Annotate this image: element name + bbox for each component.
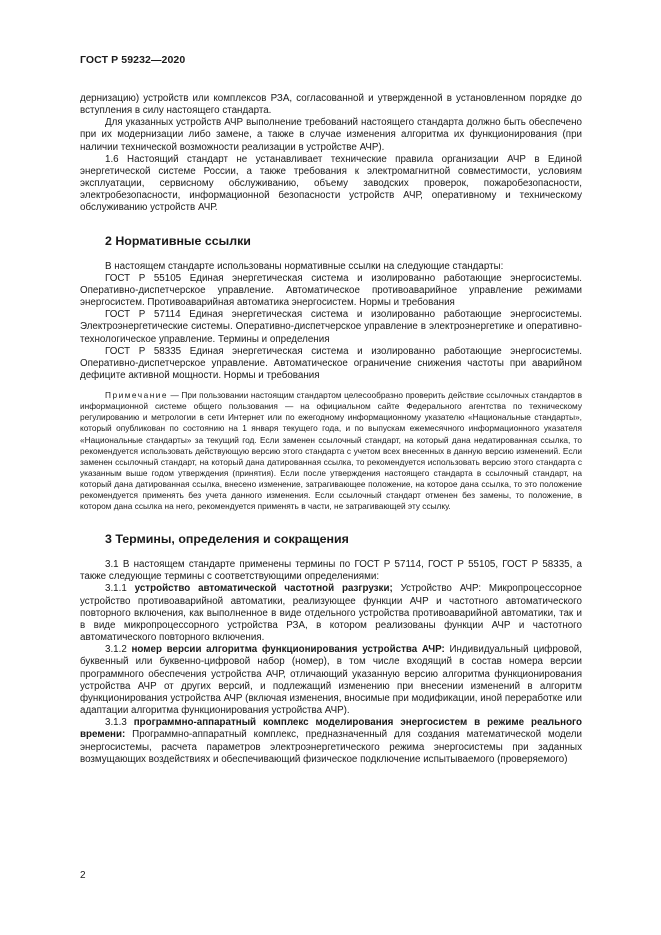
reference-gost-58335: ГОСТ Р 58335 Единая энергетическая система и изолированно работающие энергосистемы. Оперативно-диспетчерское управление. Автоматическое ограничение снижения частоты при аварийном дефиците активной мощности. Нормы и требования xyxy=(80,345,582,381)
page-number: 2 xyxy=(80,870,86,881)
note-label: Примечание xyxy=(105,390,169,401)
reference-gost-55105: ГОСТ Р 55105 Единая энергетическая система и изолированно работающие энергосистемы. Оперативно-диспетчерское управление. Автоматическое противоаварийное управление режимами энергосистем. Противоаварийная автоматика энергосистем. Нормы и требования xyxy=(80,272,582,309)
term-definition: Индивидуальный цифровой, буквенный или буквенно-цифровой набор (номер), в том числе входящий в состав номера версии программного обеспечения устройства АЧР, отличающий указанную версию алгоритма функционирования устройства АЧР от других версий, и подлежащий изменению при внесении изменений в алгоритм функционирования устройства АЧР (включая изменения, вносимые при модификации, иной переработке или адаптации алгоритма функционирования устройства АЧР). xyxy=(80,644,583,717)
paragraph-continuation: дернизацию) устройств или комплексов РЗА, согласованной и утвержденной в установленном порядке до вступления в силу настоящего стандарта. xyxy=(80,93,582,117)
term-definition: Программно-аппаратный комплекс, предназначенный для создания математической модели энергосистемы, расчета параметров электроэнергетического режима энергосистемы при заданных возмущающих воздействиях и обеспечивающий физическое подключение испытываемого (проверяемого) xyxy=(80,729,582,765)
term-number: 3.1.1 xyxy=(105,583,135,595)
reference-gost-57114: ГОСТ Р 57114 Единая энергетическая система и изолированно работающие энергосистемы. Электроэнергетические системы. Оперативно-диспетчерское управление в электроэнергетике и оперативно-технологическое управление. Термины и определения xyxy=(80,309,582,345)
note-block xyxy=(80,390,582,512)
term-name: номер версии алгоритма функционирования устройства АЧР: xyxy=(131,644,445,656)
section-2-intro: В настоящем стандарте использованы нормативные ссылки на следующие стандарты: xyxy=(105,260,504,272)
term-number: 3.1.3 xyxy=(105,717,134,729)
paragraph-1-6: 1.6 Настоящий стандарт не устанавливает технические правила организации АЧР в Единой энергетической системе России, а также требования к электромагнитной совместимости, условиям эксплуатации, сервисному обслуживанию, объему заводских проверок, пожаробезопасности, электробезопасности, информационной безопасности устройств АЧР, оперативному и техническому обслуживанию устройств АЧР. xyxy=(80,153,582,214)
paragraph-devices: Для указанных устройств АЧР выполнение требований настоящего стандарта должно быть обеспечено при их модернизации либо замене, а также в случае изменения алгоритма их функционирования (при наличии технической возможности реализации в устройстве АЧР). xyxy=(80,117,582,153)
term-name: устройство автоматической частотной разгрузки; xyxy=(134,583,393,595)
term-3-1-1 xyxy=(80,583,582,644)
term-name: программно-аппаратный комплекс моделирования энергосистем в режиме реального времени: xyxy=(80,717,582,741)
section-3-heading: 3 Термины, определения и сокращения xyxy=(105,532,349,547)
term-definition: Устройство АЧР: Микропроцессорное устройство противоаварийной автоматики, реализующее функции АЧР и частотного автоматического повторного включения, как выполненное в виде отдельного устройства противоаварийной автоматики, так и в виде микропроцессорного устройства РЗА, в котором реализованы функции АЧР и частотного автоматического повторного включения. xyxy=(80,583,582,644)
section-2-heading: 2 Нормативные ссылки xyxy=(105,233,251,248)
term-3-1-3 xyxy=(80,717,582,766)
note-text: — При пользовании настоящим стандартом целесообразно проверить действие ссылочных стандартов в информационной системе общего пользования — на официальном сайте Федерального агентства по техническому регулированию и метрологии в сети Интернет или по ежегодному информационному указателю «Национальные стандарты», который опубликован по состоянию на 1 января текущего года, и по выпускам ежемесячного информационного указателя «Национальные стандарты» за текущий год. Если заменен ссылочный стандарт, на который дана недатированная ссылка, то рекомендуется использовать действующую версию этого стандарта с учетом всех внесенных в данную версию изменений. Если заменен ссылочный стандарт, на который дана датированная ссылка, то рекомендуется использовать версию этого стандарта с указанным выше годом утверждения (принятия). Если после утверждения настоящего стандарта в ссылочный стандарт, на который дана датированная ссылка, внесено изменение, затрагивающее положение, на которое дана ссылка, то это положение рекомендуется применять без учета данного изменения. Если ссылочный стандарт отменен без замены, то положение, в котором дана ссылка на него, рекомендуется применять в части, не затрагивающей эту ссылку. xyxy=(80,390,582,512)
term-3-1-2 xyxy=(80,644,582,717)
standard-code-header: ГОСТ Р 59232—2020 xyxy=(80,54,186,66)
term-number: 3.1.2 xyxy=(105,644,132,656)
page-content xyxy=(80,93,582,766)
paragraph-3-1: 3.1 В настоящем стандарте применены термины по ГОСТ Р 57114, ГОСТ Р 55105, ГОСТ Р 58335, а также следующие термины с соответствующими определениями: xyxy=(80,559,582,583)
